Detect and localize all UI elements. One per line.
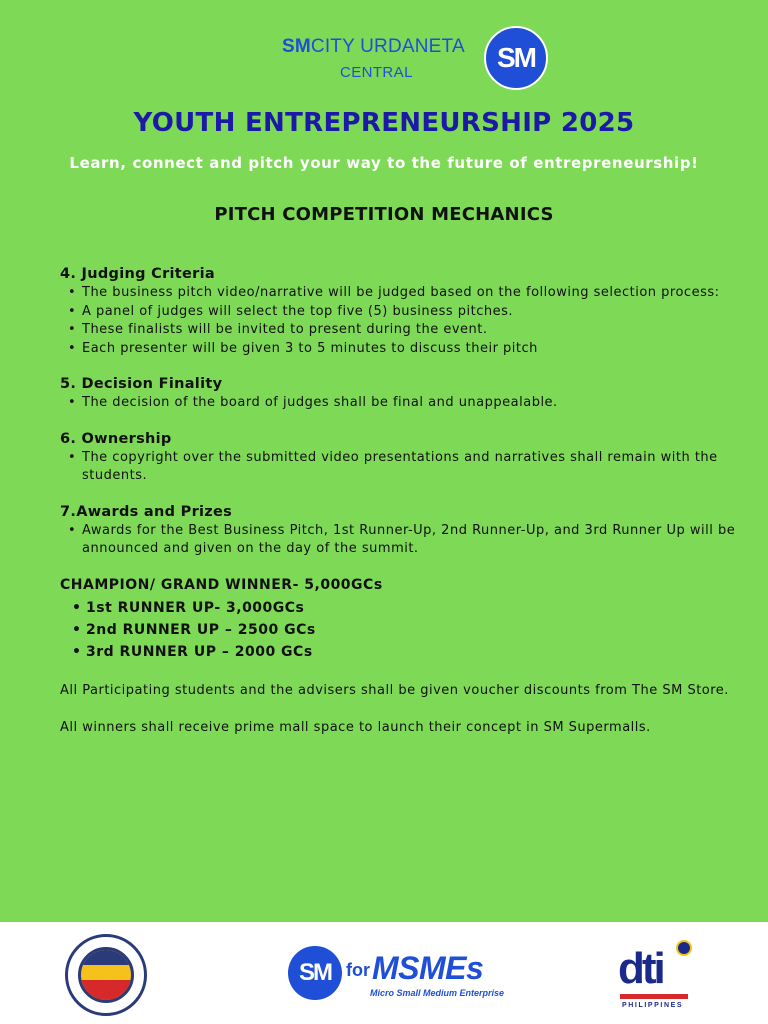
- msme-for-text: for: [346, 960, 370, 980]
- list-item: • Each presenter will be given 3 to 5 minutes to discuss their pitch: [68, 340, 740, 359]
- awards-list: [60, 522, 740, 559]
- criteria-list: [60, 284, 740, 358]
- dti-bar: [620, 994, 688, 999]
- runner-up-item: • 2nd RUNNER UP – 2500 GCs: [72, 619, 740, 641]
- sm-for-msmes-logo: [288, 946, 508, 1004]
- section-heading: 5. Decision Finality: [60, 376, 223, 392]
- section-awards: [60, 504, 740, 559]
- list-item: • Awards for the Best Business Pitch, 1st Runner-Up, 2nd Runner-Up, and 3rd Runner Up will be announced and given on the day of the summit.: [68, 522, 740, 559]
- ched-seal-icon: [65, 934, 147, 1016]
- ched-seal-top: [81, 950, 131, 965]
- ched-seal-center: [78, 947, 134, 1003]
- section-ownership: [60, 431, 740, 486]
- dti-logo: [618, 940, 696, 1018]
- dti-country: PHILIPPINES: [622, 1002, 684, 1009]
- section-heading: 7.Awards and Prizes: [60, 503, 233, 520]
- prizes-block: [60, 577, 740, 663]
- section-heading: 6. Ownership: [60, 430, 172, 447]
- msme-title: MSMEs: [372, 950, 484, 986]
- mechanics-content: [60, 266, 740, 737]
- runner-up-item: • 3rd RUNNER UP – 2000 GCs: [72, 641, 740, 663]
- brand-name: [282, 36, 465, 58]
- note-vouchers: All Participating students and the advisers shall be given voucher discounts from The SM Store.: [60, 682, 729, 698]
- runner-up-item: • 1st RUNNER UP- 3,000GCs: [72, 597, 740, 619]
- list-item: • The business pitch video/narrative will be judged based on the following selection process:: [68, 284, 740, 303]
- brand-subname: CENTRAL: [340, 64, 413, 81]
- brand-sm: SM: [282, 36, 311, 57]
- header: [0, 24, 768, 94]
- list-item: • These finalists will be invited to present during the event.: [68, 321, 740, 340]
- brand-rest: CITY URDANETA: [310, 36, 465, 57]
- list-item: • A panel of judges will select the top five (5) business pitches.: [68, 303, 740, 322]
- section-title: PITCH COMPETITION MECHANICS: [214, 204, 554, 225]
- ched-seal-band: [81, 980, 131, 1000]
- sm-logo: SM: [484, 26, 548, 90]
- note-mall-space: All winners shall receive prime mall space to launch their concept in SM Supermalls.: [60, 719, 651, 735]
- msme-subtitle: Micro Small Medium Enterprise: [370, 988, 505, 998]
- page-title: YOUTH ENTREPRENEURSHIP 2025: [133, 108, 635, 138]
- section-judging-criteria: [60, 266, 740, 358]
- msme-sm-circle: SM: [288, 946, 342, 1000]
- champion-prize: CHAMPION/ GRAND WINNER- 5,000GCs: [60, 576, 383, 593]
- section-decision-finality: [60, 376, 740, 413]
- dti-word: dti: [618, 944, 663, 993]
- runner-up-list: [60, 597, 740, 663]
- section-heading: 4. Judging Criteria: [60, 266, 215, 282]
- footer-logos: [0, 922, 768, 1024]
- dti-sun-icon: [676, 940, 692, 956]
- finality-list: [60, 394, 740, 413]
- list-item: • The decision of the board of judges shall be final and unappealable.: [68, 394, 740, 413]
- page-subtitle: Learn, connect and pitch your way to the future of entrepreneurship!: [69, 154, 699, 172]
- ownership-list: [60, 449, 740, 486]
- list-item: • The copyright over the submitted video presentations and narratives shall remain with the students.: [68, 449, 740, 486]
